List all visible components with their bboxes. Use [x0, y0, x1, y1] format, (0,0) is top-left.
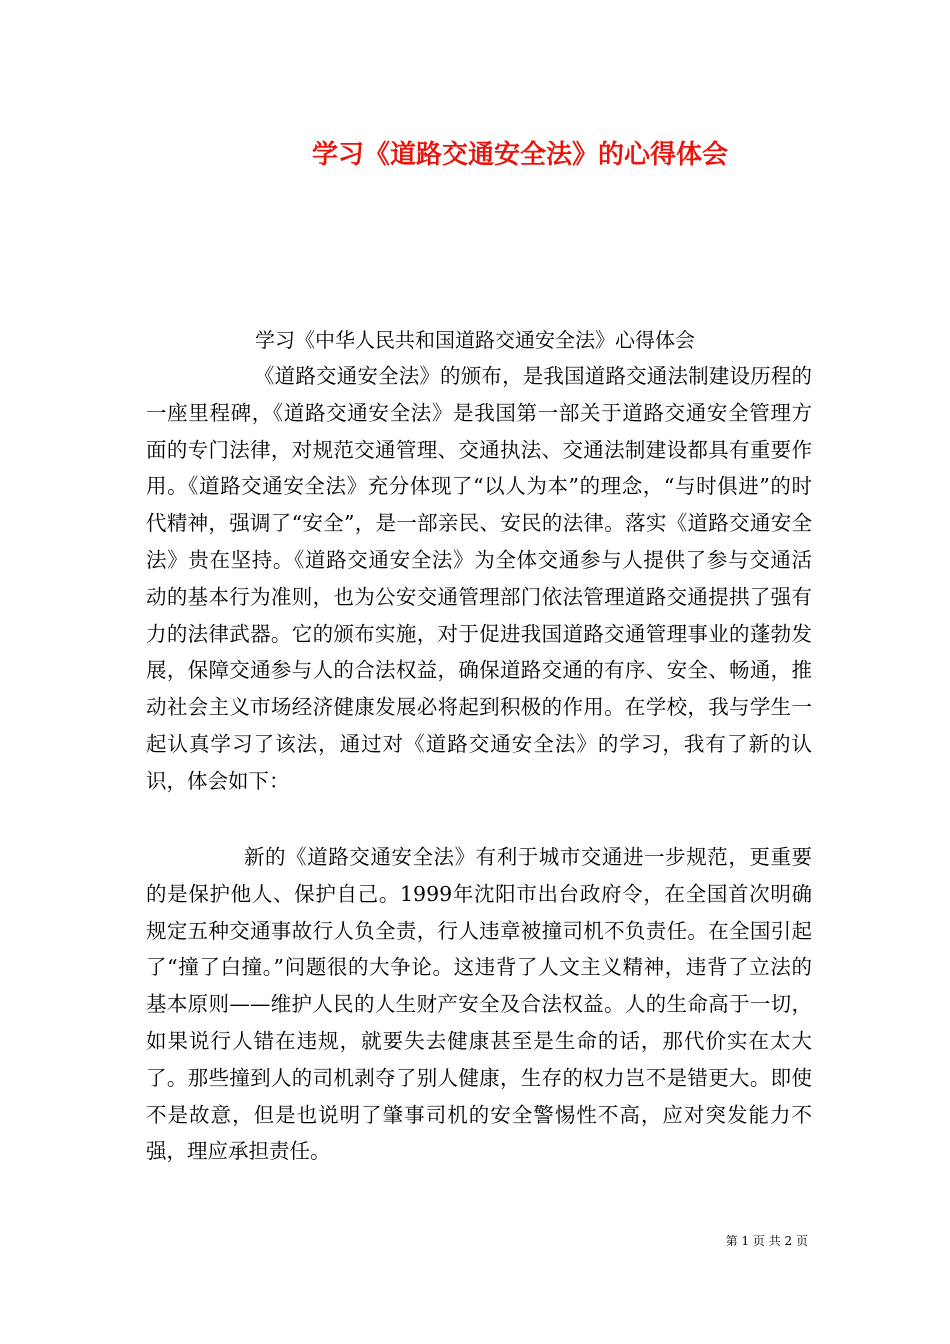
body-paragraph-1	[146, 358, 812, 800]
page-footer: 第 1 页 共 2 页	[725, 1234, 808, 1248]
paragraph-text: 新的《道路交通安全法》有利于城市交通进一步规范，更重要的是保护他人、保护自己。1999年沈阳市出台政府令，在全国首次明确规定五种交通事故行人负全责，行人违章被撞司机不负责任。在全国引起了“撞了白撞。”问题很的大争论。这违背了人文主义精神，违背了立法的基本原则——维护人民的人生财产安全及合法权益。人的生命高于一切，如果说行人错在违规，就要失去健康甚至是生命的话，那代价实在太大了。那些撞到人的司机剥夺了别人健康，生存的权力岂不是错更大。即使不是故意，但是也说明了肇事司机的安全警惕性不高，应对突发能力不强，理应承担责任。	[146, 845, 812, 1164]
paragraph-text: 《道路交通安全法》的颁布，是我国道路交通法制建设历程的一座里程碑，《道路交通安全法》是我国第一部关于道路交通安全管理方面的专门法律，对规范交通管理、交通执法、交通法制建设都具有重要作用。《道路交通安全法》充分体现了“以人为本”的理念，“与时俱进”的时代精神，强调了“安全”，是一部亲民、安民的法律。落实《道路交通安全法》贵在坚持。《道路交通安全法》为全体交通参与人提供了参与交通活动的基本行为准则，也为公安交通管理部门依法管理道路交通提拱了强有力的法律武器。它的颁布实施，对于促进我国道路交通管理事业的蓬勃发展，保障交通参与人的合法权益，确保道路交通的有序、安全、畅通，推动社会主义市场经济健康发展必将起到积极的作用。在学校，我与学生一起认真学习了该法，通过对《道路交通安全法》的学习，我有了新的认识，体会如下：	[146, 364, 812, 793]
document-subtitle: 学习《中华人民共和国道路交通安全法》心得体会	[255, 328, 695, 352]
body-paragraph-2	[146, 839, 812, 1170]
document-title: 学习《道路交通安全法》的心得体会	[311, 140, 728, 170]
